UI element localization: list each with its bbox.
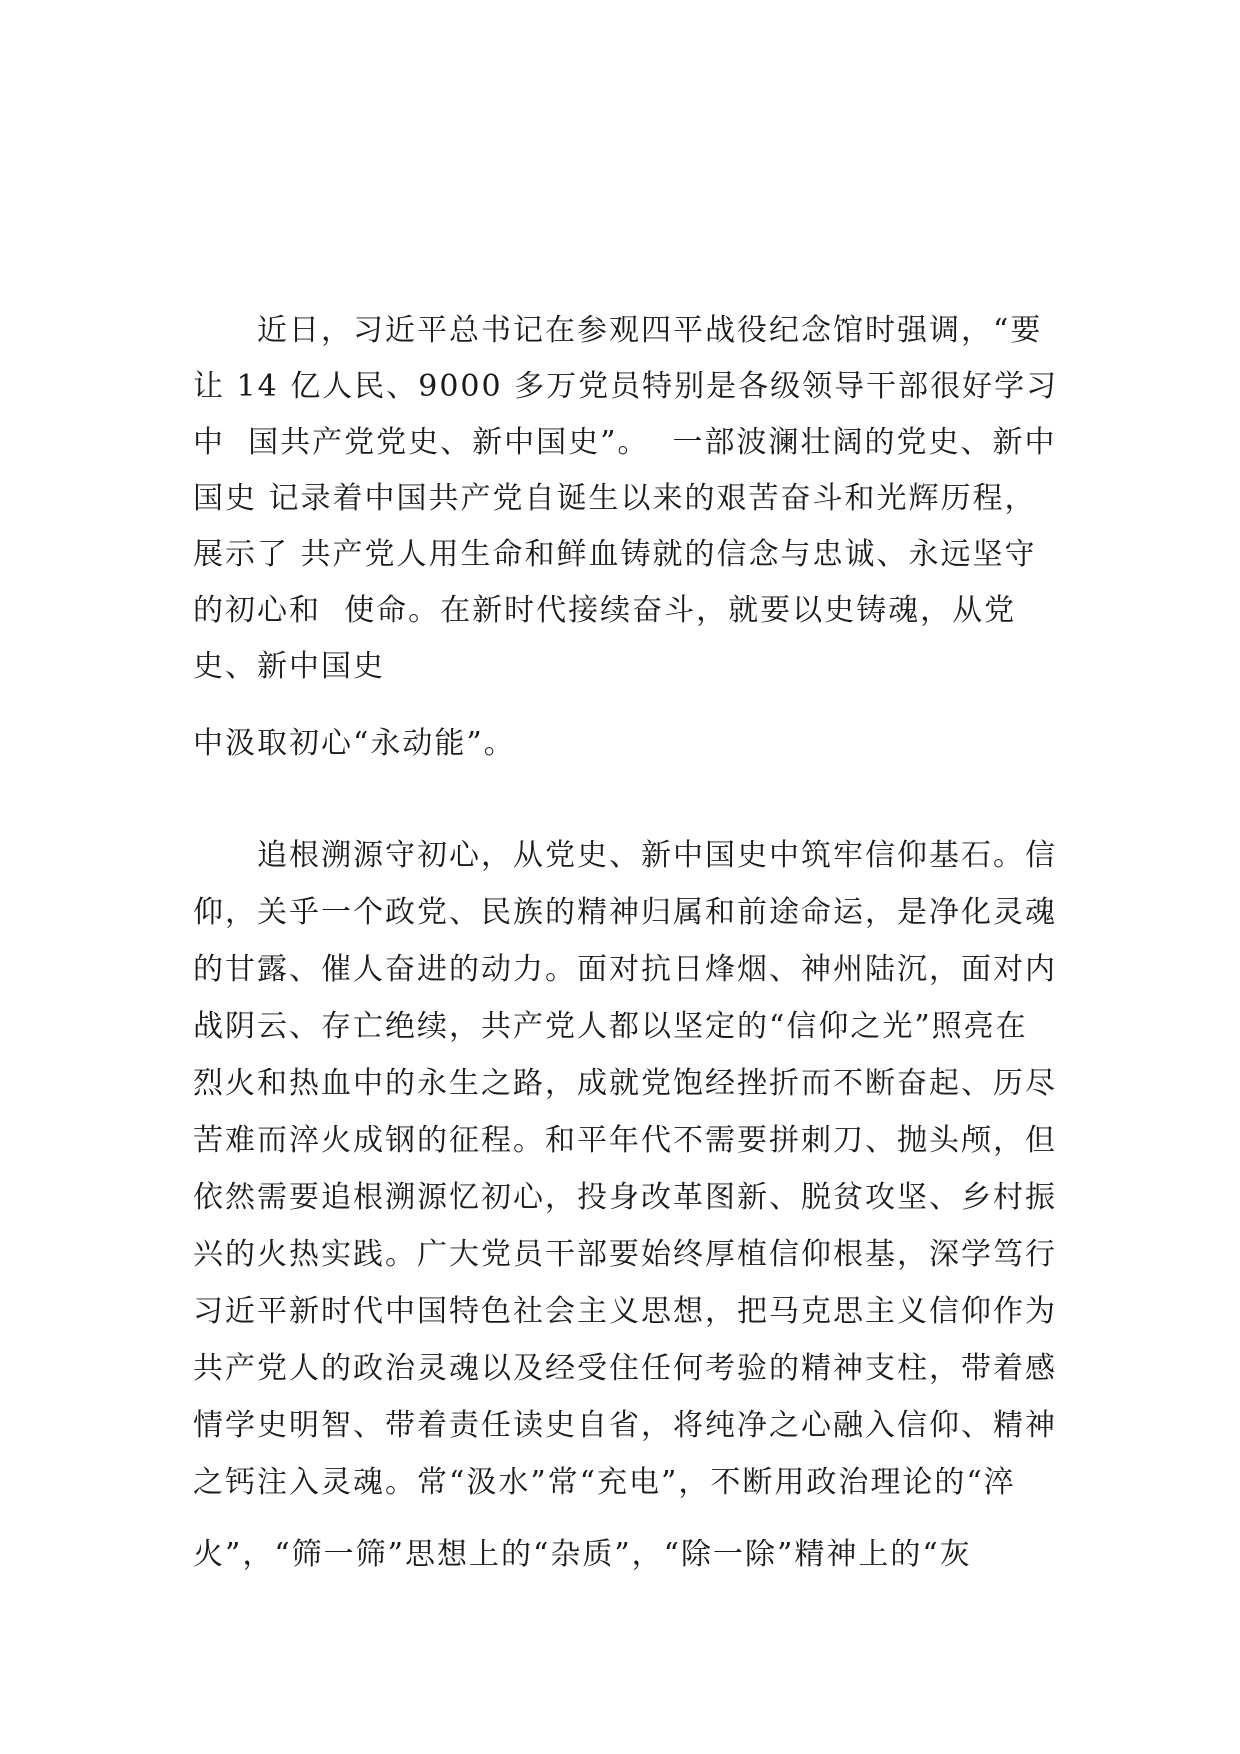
paragraph-2-line-9: 习近平新时代中国特色社会主义思想，把马克思主义信仰作为 [193,1294,1057,1329]
paragraph-2-line-10: 共产党人的政治灵魂以及经受住任何考验的精神支柱，带着感 [193,1351,1057,1386]
paragraph-1-line-7: 史、新中国史 [193,649,385,684]
paragraph-2-line-6: 苦难而淬火成钢的征程。和平年代不需要拼刺刀、抛头颅，但 [193,1123,1057,1158]
paragraph-2-line-3: 的甘露、催人奋进的动力。面对抗日烽烟、神州陆沉，面对内 [193,952,1057,987]
paragraph-2-line-13: 火”，“筛一筛”思想上的“杂质”，“除一除”精神上的“灰 [193,1537,972,1572]
paragraph-2-line-2: 仰，关乎一个政党、民族的精神归属和前途命运，是净化灵魂 [193,895,1057,930]
paragraph-2-line-4: 战阴云、存亡绝续，共产党人都以坚定的“信仰之光”照亮在 [193,1009,1028,1044]
paragraph-1-line-8: 中汲取初心“永动能”。 [193,726,516,761]
paragraph-1-line-5: 展示了 共产党人用生命和鲜血铸就的信念与忠诚、永远坚守 [193,537,1037,572]
paragraph-1-line-3: 中 国共产党党史、新中国史”。 一部波澜壮阔的党史、新中 [193,425,1057,460]
paragraph-1-line-2: 让 14 亿人民、9000 多万党员特别是各级领导干部很好学习 [193,369,1059,404]
paragraph-2-line-5: 烈火和热血中的永生之路，成就党饱经挫折而不断奋起、历尽 [193,1066,1057,1101]
paragraph-2-line-11: 情学史明智、带着责任读史自省，将纯净之心融入信仰、精神 [193,1408,1057,1443]
paragraph-2-line-1: 追根溯源守初心，从党史、新中国史中筑牢信仰基石。信 [257,838,1057,873]
paragraph-1-line-1: 近日，习近平总书记在参观四平战役纪念馆时强调，“要 [257,313,1043,348]
paragraph-2-line-7: 依然需要追根溯源忆初心，投身改革图新、脱贫攻坚、乡村振 [193,1180,1057,1215]
paragraph-2-line-8: 兴的火热实践。广大党员干部要始终厚植信仰根基，深学笃行 [193,1237,1057,1272]
paragraph-1-line-4: 国史 记录着中国共产党自诞生以来的艰苦奋斗和光辉历程， [193,481,1037,516]
paragraph-1-line-6: 的初心和 使命。在新时代接续奋斗，就要以史铸魂，从党 [193,593,1017,628]
paragraph-2-line-12: 之钙注入灵魂。常“汲水”常“充电”，不断用政治理论的“淬 [193,1465,1016,1500]
